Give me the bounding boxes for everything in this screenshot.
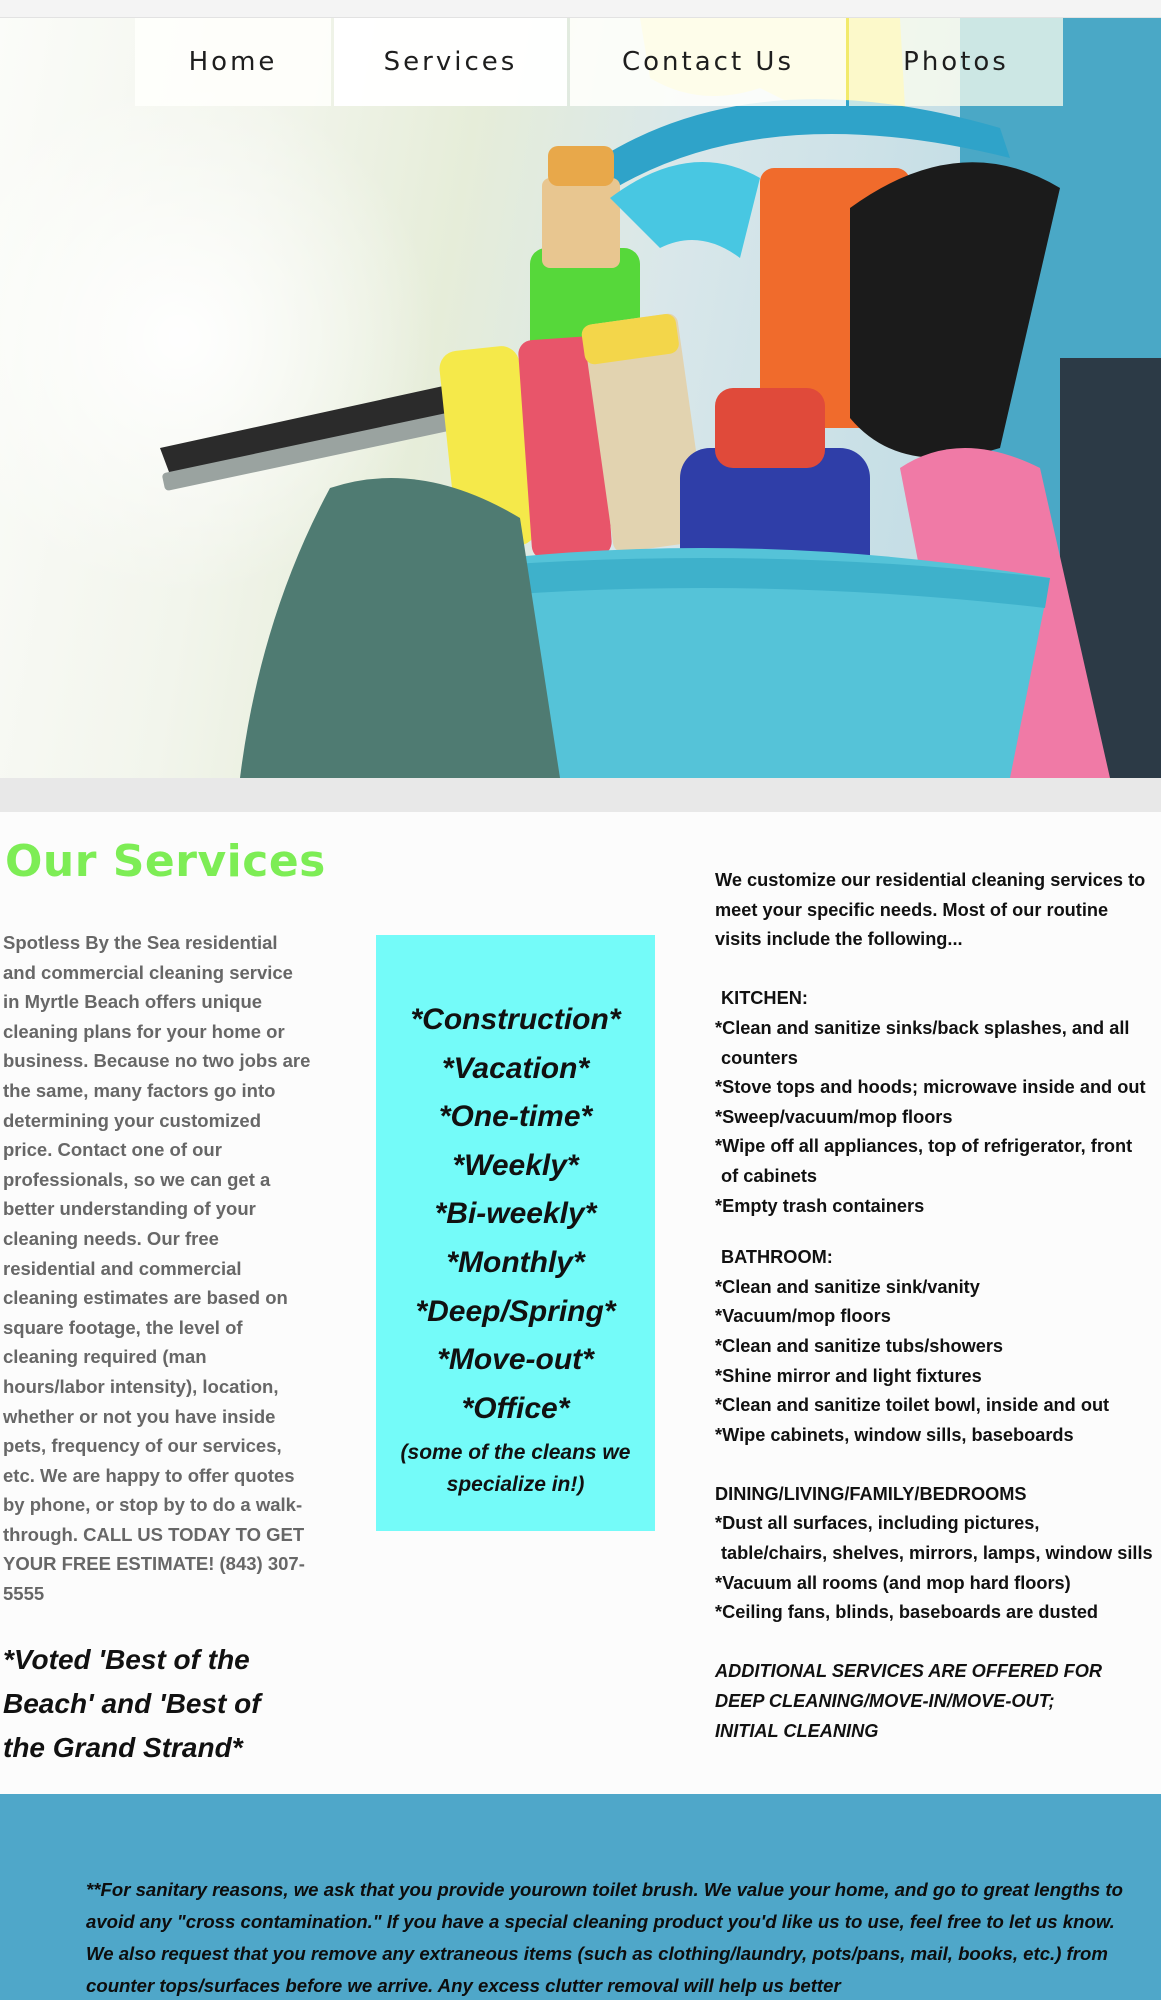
top-strip [0, 0, 1161, 18]
section-divider-band [0, 778, 1161, 812]
routine-intro-line: meet your specific needs. Most of our routine [715, 899, 1109, 920]
spacer [715, 955, 1161, 985]
kitchen-heading: KITCHEN: [721, 988, 808, 1009]
hero-image-cleaning-supplies [0, 18, 1161, 778]
nav-item-contact-us[interactable] [570, 18, 846, 106]
spacer [715, 1221, 1161, 1243]
routine-services-list [715, 866, 1161, 1746]
kitchen-item: counters [721, 1047, 798, 1068]
routine-intro-line: visits include the following... [715, 929, 963, 950]
clean-type-item: *Office* [461, 1391, 570, 1425]
nav-item-home[interactable] [135, 18, 331, 106]
additional-services-line: ADDITIONAL SERVICES ARE OFFERED FOR [715, 1661, 1103, 1682]
bathroom-item: *Clean and sanitize toilet bowl, inside and out [715, 1395, 1110, 1416]
clean-type-item: *One-time* [438, 1100, 593, 1134]
kitchen-item: *Stove tops and hoods; microwave inside and out [715, 1077, 1146, 1098]
spacer [715, 1628, 1161, 1658]
nav-item-services[interactable] [334, 18, 567, 106]
sanitary-note: **For sanitary reasons, we ask that you provide yourown toilet brush. We value your home, and go to great lengths to avoid any "cross contamination." If you have a special cleaning product you'd like us to use, feel free to let us know. We also request that you remove any extraneous items (such as clothing/laundry, pots/pans, mail, books, etc.) from counter tops/surfaces before we arrive. Any excess clutter removal will help us better [86, 1879, 1123, 1996]
kitchen-item: *Clean and sanitize sinks/back splashes, and all [715, 1017, 1130, 1038]
additional-services-line: INITIAL CLEANING [715, 1720, 879, 1741]
bathroom-item: *Wipe cabinets, window sills, baseboards [715, 1424, 1074, 1445]
bathroom-item: *Vacuum/mop floors [715, 1306, 891, 1327]
clean-type-item: *Deep/Spring* [415, 1294, 616, 1328]
clean-type-item: *Bi-weekly* [434, 1197, 597, 1231]
living-item: table/chairs, shelves, mirrors, lamps, window sills [721, 1543, 1153, 1564]
spacer [715, 1450, 1161, 1480]
services-section [0, 812, 1161, 1794]
kitchen-item: *Empty trash containers [715, 1195, 925, 1216]
main-nav [135, 18, 1063, 106]
living-item: *Dust all surfaces, including pictures, [715, 1513, 1040, 1534]
footer-band [0, 1794, 1161, 2000]
clean-type-item: *Monthly* [446, 1245, 585, 1279]
page-title: Our Services [5, 836, 326, 887]
nav-item-label: Services [383, 47, 518, 77]
bathroom-heading: BATHROOM: [721, 1247, 833, 1268]
clean-type-item: *Move-out* [437, 1343, 594, 1377]
bathroom-item: *Clean and sanitize tubs/showers [715, 1335, 1004, 1356]
bathroom-item: *Clean and sanitize sink/vanity [715, 1276, 980, 1297]
bottle-cap [548, 146, 614, 186]
additional-services-line: DEEP CLEANING/MOVE-IN/MOVE-OUT; [715, 1691, 1055, 1712]
clean-type-item: *Weekly* [452, 1148, 579, 1182]
clean-type-item: *Vacation* [441, 1051, 590, 1085]
living-item: *Ceiling fans, blinds, baseboards are dusted [715, 1602, 1099, 1623]
kitchen-item: of cabinets [721, 1165, 818, 1186]
detergent-cap [715, 388, 825, 468]
clean-types-box [376, 935, 655, 1531]
green-bottle-neck [542, 178, 620, 268]
kitchen-item: *Wipe off all appliances, top of refrigerator, front [715, 1136, 1133, 1157]
living-item: *Vacuum all rooms (and mop hard floors) [715, 1572, 1071, 1593]
nav-item-label: Photos [903, 47, 1009, 77]
nav-item-label: Contact Us [622, 47, 794, 77]
clean-type-item: *Construction* [410, 1003, 621, 1036]
voted-best-text: *Voted 'Best of the Beach' and 'Best of the Grand Strand* [3, 1644, 261, 1763]
nav-item-photos[interactable] [849, 18, 1063, 106]
bathroom-item: *Shine mirror and light fixtures [715, 1365, 982, 1386]
kitchen-item: *Sweep/vacuum/mop floors [715, 1106, 953, 1127]
living-heading: DINING/LIVING/FAMILY/BEDROOMS [715, 1483, 1027, 1504]
green-cloth [240, 478, 560, 778]
routine-intro-line: We customize our residential cleaning services to [715, 870, 1146, 890]
services-intro-text: Spotless By the Sea residential and commercial cleaning service in Myrtle Beach offers unique cleaning plans for your home or business. Because no two jobs are the same, many factors go into determining your customized price. Contact one of our professionals, so we can get a better understanding of your cleaning needs. Our free residential and commercial cleaning estimates are based on square footage, the level of cleaning required (man hours/labor intensity), location, whether or not you have inside pets, frequency of our services, etc. We are happy to offer quotes by phone, or stop by to do a walk-through. CALL US TODAY TO GET YOUR FREE ESTIMATE! (843) 307-5555 [3, 932, 311, 1605]
cleaning-bucket-illustration [0, 18, 1161, 778]
clean-types-note: (some of the cleans we specialize in!) [400, 1441, 631, 1497]
nav-item-label: Home [188, 47, 278, 77]
